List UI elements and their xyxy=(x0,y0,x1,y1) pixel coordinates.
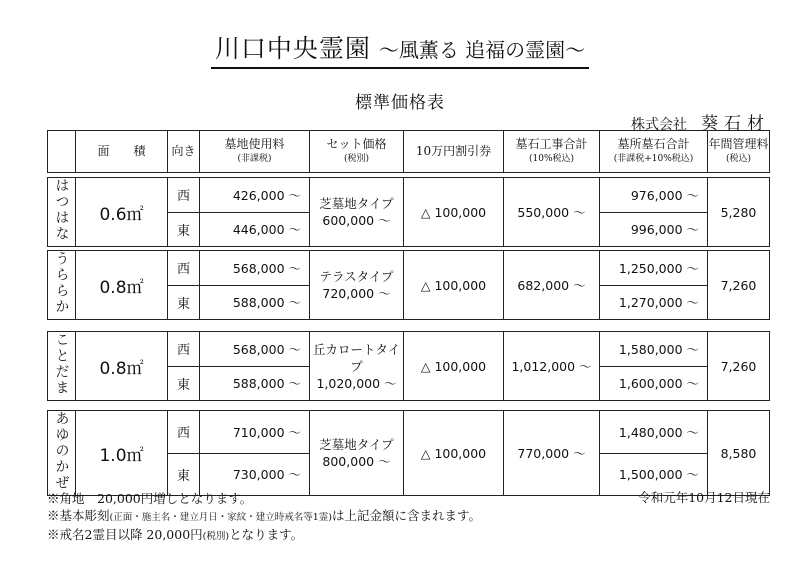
header-annual-fee xyxy=(708,131,770,173)
header-grand-total-note: (非課税+10%税込) xyxy=(613,153,694,164)
discount: △ 100,000 xyxy=(404,251,504,320)
direction-west: 西 xyxy=(168,251,200,286)
title-main: 川口中央霊園 xyxy=(214,34,371,63)
direction-east: 東 xyxy=(168,212,200,247)
discount: △ 100,000 xyxy=(404,178,504,247)
as-of-date: 令和元年10月12日現在 xyxy=(638,490,770,505)
direction-west: 西 xyxy=(168,411,200,454)
plan-area xyxy=(76,411,168,496)
plan-area-unit: ㎡ xyxy=(126,204,144,225)
header-name-cell xyxy=(48,131,76,173)
grand-total-east: 996,000 ～ xyxy=(600,212,708,247)
header-direction: 向き xyxy=(168,131,200,173)
land-fee-west: 568,000 ～ xyxy=(200,332,310,367)
set-type: テラスタイプ xyxy=(319,269,394,284)
header-set-price xyxy=(310,131,404,173)
note-engraving xyxy=(47,507,481,526)
page-title xyxy=(211,34,589,69)
header-construction-total xyxy=(504,131,600,173)
header-grand-total-label: 墓所墓石合計 xyxy=(617,136,690,151)
title-wrap xyxy=(0,34,800,69)
grand-total-west: 1,580,000 ～ xyxy=(600,332,708,367)
set-price-value: 720,000 ～ xyxy=(322,286,391,301)
annual-fee: 7,260 xyxy=(708,251,770,320)
plan-table-kotodama xyxy=(47,331,770,401)
header-discount: 10万円割引券 xyxy=(404,131,504,173)
annual-fee: 8,580 xyxy=(708,411,770,496)
price-list-heading: 標準価格表 xyxy=(355,93,445,113)
land-fee-east: 446,000 ～ xyxy=(200,212,310,247)
annual-fee: 5,280 xyxy=(708,178,770,247)
plan-area xyxy=(76,251,168,320)
set-price xyxy=(310,251,404,320)
plan-name xyxy=(48,332,76,401)
plan-area-value: 0.6 xyxy=(99,204,127,225)
grand-total-west: 1,480,000 ～ xyxy=(600,411,708,454)
set-price-value: 600,000 ～ xyxy=(322,213,391,228)
plan-area xyxy=(76,332,168,401)
company-prefix: 株式会社 xyxy=(631,117,687,133)
direction-east: 東 xyxy=(168,285,200,320)
annual-fee: 7,260 xyxy=(708,332,770,401)
header-construction-label: 墓石工事合計 xyxy=(515,136,588,151)
plan-area-value: 1.0 xyxy=(99,445,127,466)
footnotes xyxy=(47,490,481,545)
plan-name-text: はつはな xyxy=(53,178,70,242)
land-fee-east: 730,000 ～ xyxy=(200,453,310,496)
grand-total-west: 1,250,000 ～ xyxy=(600,251,708,286)
note-engraving-b: (正面・施主名・建立月日・家紋・建立時戒名等1霊) xyxy=(109,512,332,523)
land-fee-west: 426,000 ～ xyxy=(200,178,310,213)
grand-total-east: 1,270,000 ～ xyxy=(600,285,708,320)
plan-area-value: 0.8 xyxy=(99,277,127,298)
land-fee-east: 588,000 ～ xyxy=(200,366,310,401)
plan-table-uraraka xyxy=(47,250,770,320)
construction-total: 550,000 ～ xyxy=(504,178,600,247)
plan-area-unit: ㎡ xyxy=(126,358,144,379)
header-land-fee xyxy=(200,131,310,173)
plan-name xyxy=(48,251,76,320)
plan-area-value: 0.8 xyxy=(99,358,127,379)
note-posthumous-c: となります。 xyxy=(229,527,304,542)
plan-table-ayunokaze xyxy=(47,410,770,496)
grand-total-east: 1,500,000 ～ xyxy=(600,453,708,496)
construction-total: 682,000 ～ xyxy=(504,251,600,320)
plan-area-unit: ㎡ xyxy=(126,277,144,298)
plan-name-text: ことだま xyxy=(53,332,70,396)
header-set-price-note: (税別) xyxy=(343,153,370,164)
note-posthumous-b: (税別) xyxy=(202,531,230,542)
land-fee-east: 588,000 ～ xyxy=(200,285,310,320)
header-land-fee-note: (非課税) xyxy=(237,153,272,164)
title-sub: ～風薫る 追福の霊園～ xyxy=(378,38,586,62)
header-annual-fee-label: 年間管理料 xyxy=(708,136,769,151)
land-fee-west: 710,000 ～ xyxy=(200,411,310,454)
header-construction-note: (10%税込) xyxy=(528,153,575,164)
header-land-fee-label: 墓地使用料 xyxy=(224,136,285,151)
direction-west: 西 xyxy=(168,178,200,213)
note-engraving-a: ※基本彫刻 xyxy=(47,508,110,523)
set-price xyxy=(310,411,404,496)
plan-name xyxy=(48,411,76,496)
header-grand-total xyxy=(600,131,708,173)
header-annual-fee-note: (税込) xyxy=(725,153,752,164)
note-corner-lot: ※角地 20,000円増しとなります。 xyxy=(47,491,253,506)
set-type: 芝墓地タイプ xyxy=(319,437,394,452)
plan-name-text: あゆのかぜ xyxy=(53,411,70,491)
note-posthumous-a: ※戒名2霊目以降 20,000円 xyxy=(47,527,203,542)
note-posthumous-name xyxy=(47,526,481,545)
set-price xyxy=(310,332,404,401)
construction-total: 1,012,000 ～ xyxy=(504,332,600,401)
construction-total: 770,000 ～ xyxy=(504,411,600,496)
discount: △ 100,000 xyxy=(404,332,504,401)
land-fee-west: 568,000 ～ xyxy=(200,251,310,286)
grand-total-west: 976,000 ～ xyxy=(600,178,708,213)
direction-east: 東 xyxy=(168,453,200,496)
set-type: 芝墓地タイプ xyxy=(319,196,394,211)
plan-area-unit: ㎡ xyxy=(126,445,144,466)
set-price-value: 800,000 ～ xyxy=(322,454,391,469)
header-set-price-label: セット価格 xyxy=(326,136,387,151)
set-price-value: 1,020,000 ～ xyxy=(316,375,397,391)
plan-area xyxy=(76,178,168,247)
plan-name-text: うららか xyxy=(53,251,70,315)
discount: △ 100,000 xyxy=(404,411,504,496)
direction-east: 東 xyxy=(168,366,200,401)
note-engraving-c: は上記金額に含まれます。 xyxy=(331,508,481,523)
plan-table-hatsuhana xyxy=(47,177,770,247)
header-area: 面 積 xyxy=(76,131,168,173)
set-type: 丘カロートタイプ xyxy=(312,341,401,374)
company-name: 葵石材 xyxy=(701,114,770,134)
table-header xyxy=(47,130,770,173)
set-price xyxy=(310,178,404,247)
direction-west: 西 xyxy=(168,332,200,367)
plan-name xyxy=(48,178,76,247)
grand-total-east: 1,600,000 ～ xyxy=(600,366,708,401)
